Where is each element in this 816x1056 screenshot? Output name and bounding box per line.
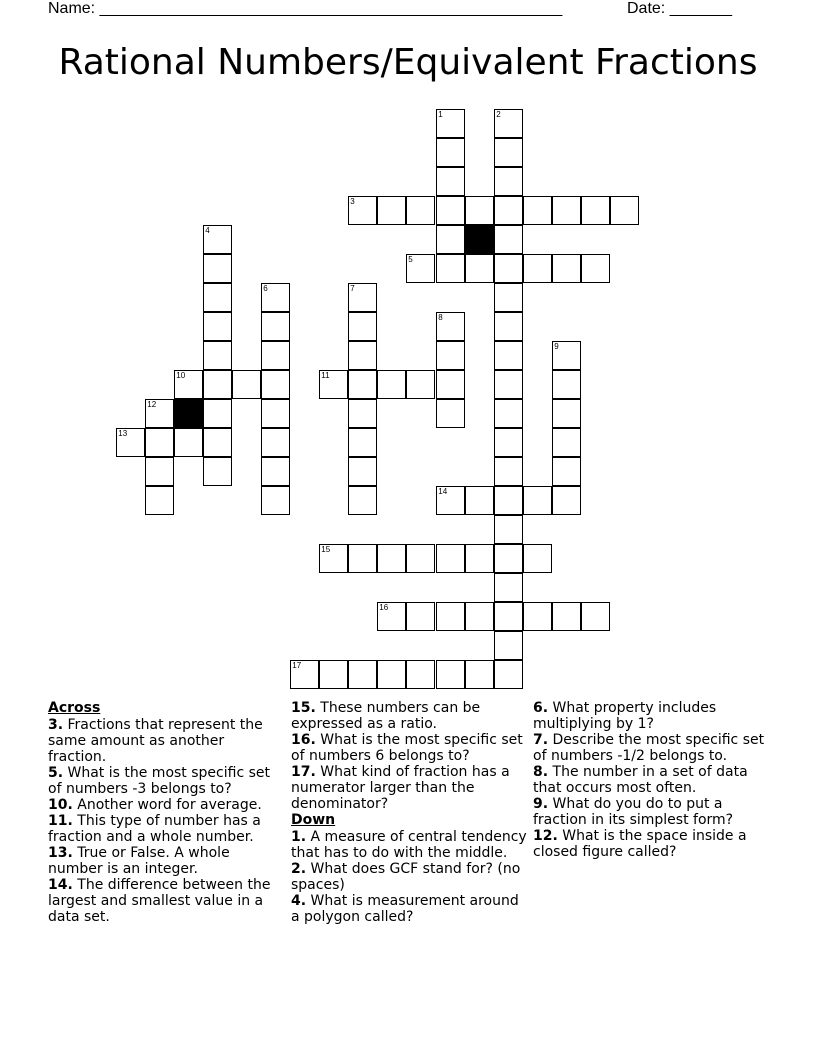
grid-cell[interactable] (377, 660, 406, 689)
clue-item (533, 732, 769, 764)
grid-cell[interactable] (145, 399, 174, 428)
grid-cell[interactable] (494, 196, 523, 225)
grid-cell[interactable] (145, 486, 174, 515)
clue-number-label: 1 (438, 110, 443, 120)
down-heading: Down (291, 812, 336, 828)
grid-cell[interactable] (348, 486, 377, 515)
date-field[interactable]: Date: _______ (627, 0, 732, 17)
grid-cell[interactable] (610, 196, 639, 225)
grid-cell[interactable] (290, 660, 319, 689)
clue-number-label: 3 (350, 197, 355, 207)
grid-cell[interactable] (116, 428, 145, 457)
grid-cell[interactable] (203, 312, 232, 341)
grid-cell[interactable] (436, 167, 465, 196)
grid-cell[interactable] (436, 370, 465, 399)
clue-number: 12. (533, 828, 558, 844)
grid-cell[interactable] (494, 312, 523, 341)
grid-cell[interactable] (552, 254, 581, 283)
grid-cell[interactable] (581, 254, 610, 283)
grid-cell[interactable] (261, 341, 290, 370)
grid-cell[interactable] (465, 196, 494, 225)
clue-number: 1. (291, 829, 307, 845)
clue-number-label: 16 (379, 603, 389, 613)
clue-item (291, 893, 527, 925)
clue-text: These numbers can be expressed as a ratio. (291, 700, 481, 732)
clue-item (48, 765, 284, 797)
grid-cell[interactable] (348, 341, 377, 370)
grid-cell[interactable] (261, 457, 290, 486)
grid-cell[interactable] (436, 602, 465, 631)
clue-text: What is the most specific set of numbers 6 belongs to? (291, 732, 523, 764)
grid-cell[interactable] (465, 486, 494, 515)
grid-cell[interactable] (436, 660, 465, 689)
grid-cell[interactable] (348, 428, 377, 457)
grid-cell[interactable] (436, 399, 465, 428)
grid-cell[interactable] (494, 167, 523, 196)
grid-cell[interactable] (465, 602, 494, 631)
clue-text: Describe the most specific set of numbers -1/2 belongs to. (533, 732, 765, 764)
grid-cell[interactable] (465, 544, 494, 573)
clue-item (291, 829, 527, 861)
clue-item (291, 861, 527, 893)
grid-cell[interactable] (203, 254, 232, 283)
grid-cell[interactable] (348, 312, 377, 341)
clue-text: The number in a set of data that occurs most often. (533, 764, 748, 796)
grid-cell[interactable] (494, 254, 523, 283)
clue-item (291, 700, 527, 732)
grid-cell[interactable] (145, 428, 174, 457)
grid-cell[interactable] (232, 370, 261, 399)
grid-cell[interactable] (261, 428, 290, 457)
clue-text: What is the space inside a closed figure called? (533, 828, 747, 860)
grid-cell[interactable] (552, 602, 581, 631)
clue-number-label: 17 (292, 661, 302, 671)
grid-cell[interactable] (581, 602, 610, 631)
grid-cell[interactable] (494, 428, 523, 457)
across-clues-part-2 (291, 700, 527, 812)
grid-cell[interactable] (523, 196, 552, 225)
clue-number: 7. (533, 732, 549, 748)
clue-number: 3. (48, 717, 64, 733)
grid-cell[interactable] (436, 486, 465, 515)
grid-cell[interactable] (348, 399, 377, 428)
clue-number: 5. (48, 765, 64, 781)
grid-cell[interactable] (523, 544, 552, 573)
grid-cell[interactable] (494, 515, 523, 544)
grid-cell[interactable] (261, 486, 290, 515)
grid-cell[interactable] (203, 283, 232, 312)
grid-cell[interactable] (436, 225, 465, 254)
grid-cell[interactable] (494, 602, 523, 631)
grid-cell[interactable] (552, 196, 581, 225)
grid-cell[interactable] (465, 254, 494, 283)
grid-cell[interactable] (436, 196, 465, 225)
clue-item (533, 796, 769, 828)
grid-cell[interactable] (494, 660, 523, 689)
blocked-cell (465, 225, 494, 254)
grid-cell[interactable] (203, 399, 232, 428)
clue-number: 9. (533, 796, 549, 812)
clue-number-label: 7 (350, 284, 355, 294)
grid-cell[interactable] (494, 399, 523, 428)
clue-text: Fractions that represent the same amount as another fraction. (48, 717, 263, 765)
grid-cell[interactable] (348, 370, 377, 399)
clue-number-label: 8 (438, 313, 443, 323)
clue-text: The difference between the largest and smallest value in a data set. (48, 877, 271, 925)
grid-cell[interactable] (523, 602, 552, 631)
page-title: Rational Numbers/Equivalent Fractions (58, 42, 758, 83)
grid-cell[interactable] (203, 428, 232, 457)
grid-cell[interactable] (203, 370, 232, 399)
grid-cell[interactable] (348, 660, 377, 689)
grid-cell[interactable] (494, 283, 523, 312)
clue-number-label: 12 (147, 400, 157, 410)
clue-item (533, 764, 769, 796)
grid-cell[interactable] (552, 399, 581, 428)
grid-cell[interactable] (406, 196, 435, 225)
grid-cell[interactable] (552, 486, 581, 515)
clue-text: What does GCF stand for? (no spaces) (291, 861, 521, 893)
down-clues-part-1 (291, 829, 527, 925)
grid-cell[interactable] (436, 312, 465, 341)
clue-number: 11. (48, 813, 73, 829)
grid-cell[interactable] (377, 370, 406, 399)
grid-cell[interactable] (552, 457, 581, 486)
grid-cell[interactable] (261, 283, 290, 312)
grid-cell[interactable] (494, 370, 523, 399)
grid-cell[interactable] (174, 428, 203, 457)
clue-number: 15. (291, 700, 316, 716)
grid-cell[interactable] (523, 254, 552, 283)
clue-number-label: 11 (321, 371, 330, 381)
clue-item (48, 717, 284, 765)
clue-number: 14. (48, 877, 73, 893)
grid-cell[interactable] (494, 138, 523, 167)
clue-item (291, 732, 527, 764)
grid-cell[interactable] (494, 225, 523, 254)
grid-cell[interactable] (203, 225, 232, 254)
across-clues-part-1 (48, 717, 284, 925)
grid-cell[interactable] (406, 544, 435, 573)
clue-text: Another word for average. (77, 797, 262, 813)
clue-text: What property includes multiplying by 1? (533, 700, 717, 732)
clue-number-label: 6 (263, 284, 268, 294)
grid-cell[interactable] (523, 486, 552, 515)
clues-column-1 (48, 700, 284, 925)
grid-cell[interactable] (494, 109, 523, 138)
grid-cell[interactable] (348, 196, 377, 225)
clues-column-2 (291, 700, 527, 925)
clue-number: 10. (48, 797, 73, 813)
clue-number-label: 9 (554, 342, 559, 352)
grid-cell[interactable] (377, 544, 406, 573)
clue-item (48, 813, 284, 845)
clue-number-label: 13 (118, 429, 128, 439)
grid-cell[interactable] (348, 283, 377, 312)
clue-text: What is the most specific set of numbers -3 belongs to? (48, 765, 270, 797)
grid-cell[interactable] (406, 370, 435, 399)
clue-number: 13. (48, 845, 73, 861)
grid-cell[interactable] (494, 544, 523, 573)
grid-cell[interactable] (319, 660, 348, 689)
clue-text: True or False. A whole number is an integer. (48, 845, 230, 877)
clue-text: What is measurement around a polygon called? (291, 893, 519, 925)
clue-number-label: 4 (205, 226, 210, 236)
clue-item (533, 700, 769, 732)
clue-number: 6. (533, 700, 549, 716)
grid-cell[interactable] (406, 660, 435, 689)
clue-number-label: 14 (438, 487, 448, 497)
grid-cell[interactable] (436, 341, 465, 370)
clue-text: This type of number has a fraction and a whole number. (48, 813, 261, 845)
down-clues-part-2 (533, 700, 769, 860)
grid-cell[interactable] (261, 312, 290, 341)
grid-cell[interactable] (436, 138, 465, 167)
name-field[interactable]: Name: ____________________________________________________ (48, 0, 563, 17)
grid-cell[interactable] (552, 428, 581, 457)
clues-column-3 (533, 700, 769, 860)
clue-number: 8. (533, 764, 549, 780)
clue-text: What do you do to put a fraction in its simplest form? (533, 796, 734, 828)
grid-cell[interactable] (494, 341, 523, 370)
grid-cell[interactable] (436, 544, 465, 573)
grid-cell[interactable] (494, 573, 523, 602)
grid-cell[interactable] (261, 370, 290, 399)
grid-cell[interactable] (494, 457, 523, 486)
clue-number: 4. (291, 893, 307, 909)
grid-cell[interactable] (494, 631, 523, 660)
blocked-cell (174, 399, 203, 428)
clue-item (48, 797, 284, 813)
grid-cell[interactable] (465, 660, 494, 689)
grid-cell[interactable] (581, 196, 610, 225)
grid-cell[interactable] (174, 370, 203, 399)
clue-text: What kind of fraction has a numerator larger than the denominator? (291, 764, 510, 812)
clue-number: 2. (291, 861, 307, 877)
grid-cell[interactable] (436, 109, 465, 138)
grid-cell[interactable] (552, 341, 581, 370)
grid-cell[interactable] (145, 457, 174, 486)
grid-cell[interactable] (203, 341, 232, 370)
grid-cell[interactable] (348, 544, 377, 573)
across-heading: Across (48, 700, 101, 716)
clue-item (533, 828, 769, 860)
clue-number-label: 15 (321, 545, 331, 555)
grid-cell[interactable] (406, 602, 435, 631)
grid-cell[interactable] (348, 457, 377, 486)
grid-cell[interactable] (377, 602, 406, 631)
clue-number: 17. (291, 764, 316, 780)
clue-item (291, 764, 527, 812)
clue-number-label: 2 (496, 110, 501, 120)
clue-item (48, 845, 284, 877)
grid-cell[interactable] (319, 544, 348, 573)
clue-text: A measure of central tendency that has to do with the middle. (291, 829, 527, 861)
grid-cell[interactable] (406, 254, 435, 283)
grid-cell[interactable] (494, 486, 523, 515)
grid-cell[interactable] (552, 370, 581, 399)
clue-item (48, 877, 284, 925)
grid-cell[interactable] (436, 254, 465, 283)
grid-cell[interactable] (377, 196, 406, 225)
grid-cell[interactable] (261, 399, 290, 428)
grid-cell[interactable] (319, 370, 348, 399)
grid-cell[interactable] (203, 457, 232, 486)
clue-number: 16. (291, 732, 316, 748)
clue-number-label: 5 (408, 255, 413, 265)
clue-number-label: 10 (176, 371, 186, 381)
